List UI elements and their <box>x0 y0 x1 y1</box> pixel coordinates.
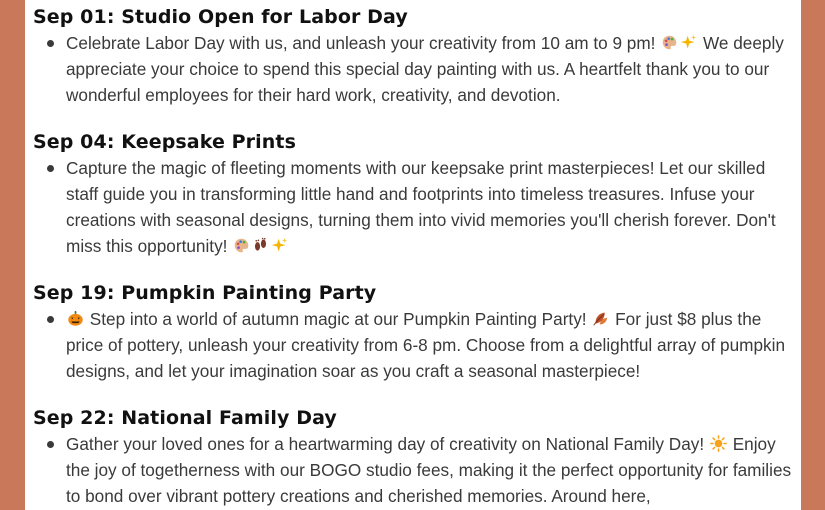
event-description <box>66 431 793 509</box>
event-text-continued: For just $8 plus the price of pottery, unleash your creativity from 6-8 pm. Choose from a delightful array of pumpkin designs, and let your imagination soar as you craft a seasonal masterpiece! <box>66 309 786 381</box>
events-list <box>33 4 793 510</box>
event-labor-day <box>33 4 793 108</box>
event-description <box>66 30 793 108</box>
artist-palette-icon <box>233 237 250 254</box>
event-description <box>66 306 793 384</box>
event-bullets <box>33 431 793 509</box>
footprints-icon <box>252 237 269 254</box>
bullet-dot <box>47 165 54 172</box>
event-pumpkin-painting <box>33 280 793 384</box>
bullet-dot <box>47 40 54 47</box>
event-text-continued: Enjoy the joy of togetherness with our BOGO studio fees, making it the perfect opportunity for families to bond over vibrant pottery creations and cherished memories. Around here, <box>66 434 792 506</box>
event-national-family-day <box>33 405 793 509</box>
sparkles-icon <box>680 34 697 51</box>
bullet-dot <box>47 441 54 448</box>
artist-palette-icon <box>661 34 678 51</box>
sparkles-icon <box>271 237 288 254</box>
event-description <box>66 155 793 259</box>
event-text: Step into a world of autumn magic at our Pumpkin Painting Party! <box>89 309 587 329</box>
event-bullets <box>33 30 793 108</box>
event-title: Sep 04: Keepsake Prints <box>33 131 296 153</box>
fallen-leaves-icon <box>592 310 609 327</box>
sun-icon <box>710 435 727 452</box>
event-bullets <box>33 155 793 259</box>
event-keepsake-prints <box>33 129 793 259</box>
event-text: Capture the magic of fleeting moments with our keepsake print masterpieces! Let our skilled staff guide you in transforming little hand and footprints into timeless treasures. Infuse your creations with seasonal designs, turning them into vivid memories you'll cherish forever. Don't miss this opportunity! <box>66 158 776 256</box>
jack-o-lantern-icon <box>67 310 84 327</box>
event-text: Celebrate Labor Day with us, and unleash your creativity from 10 am to 9 pm! <box>66 33 656 53</box>
bullet-dot <box>47 316 54 323</box>
events-panel <box>25 0 801 510</box>
event-text: Gather your loved ones for a heartwarming day of creativity on National Family Day! <box>66 434 705 454</box>
event-title: Sep 01: Studio Open for Labor Day <box>33 6 408 28</box>
event-title: Sep 22: National Family Day <box>33 407 337 429</box>
event-title: Sep 19: Pumpkin Painting Party <box>33 282 377 304</box>
event-text-continued: We deeply appreciate your choice to spend this special day painting with us. A heartfelt thank you to our wonderful employees for their hard work, creativity, and devotion. <box>66 33 784 105</box>
event-bullets <box>33 306 793 384</box>
